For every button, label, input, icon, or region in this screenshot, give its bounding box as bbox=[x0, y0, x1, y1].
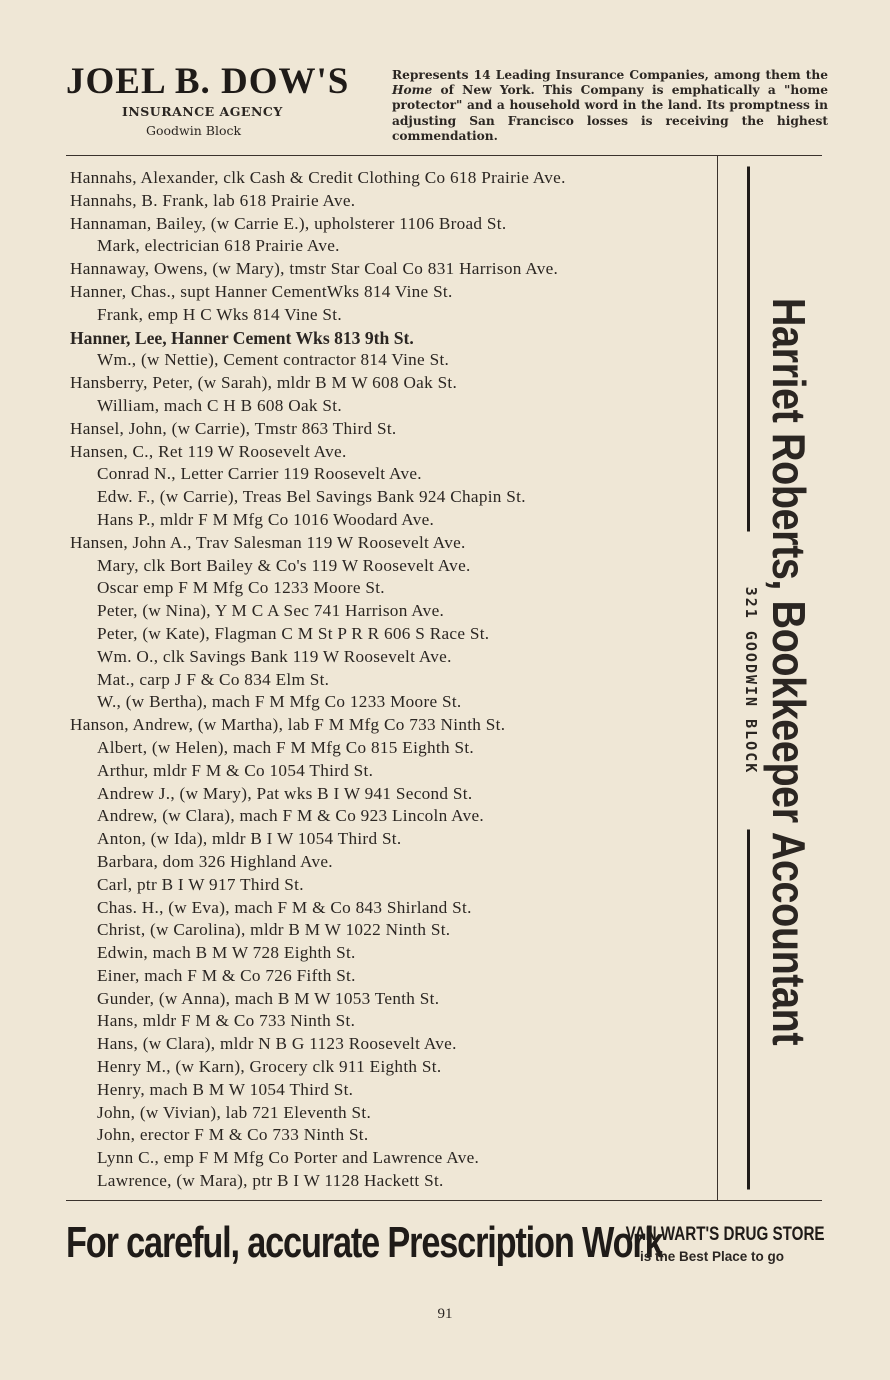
footer-store-tagline: is the Best Place to go bbox=[639, 1249, 785, 1264]
directory-entry: William, mach C H B 608 Oak St. bbox=[97, 395, 342, 415]
directory-entry: Arthur, mldr F M & Co 1054 Third St. bbox=[97, 760, 374, 780]
side-ad-address: 321 GOODWIN BLOCK bbox=[742, 586, 760, 775]
top-divider bbox=[66, 155, 822, 156]
side-ad-title: Harriet Roberts, Bookkeeper Accountant bbox=[763, 297, 815, 1046]
directory-entry: Christ, (w Carolina), mldr B M W 1022 Ninth St. bbox=[97, 920, 451, 940]
directory-entry: Mary, clk Bort Bailey & Co's 119 W Roosevelt Ave. bbox=[97, 555, 471, 575]
agency-description bbox=[392, 68, 828, 144]
side-advertisement bbox=[730, 155, 822, 1200]
footer-slogan: For careful, accurate Prescription Work bbox=[66, 1218, 663, 1267]
page-number: 91 bbox=[437, 1306, 453, 1322]
directory-entry: Hannahs, B. Frank, lab 618 Prairie Ave. bbox=[70, 190, 356, 210]
directory-entry: Lawrence, (w Mara), ptr B I W 1128 Hackett St. bbox=[97, 1171, 444, 1191]
directory-entry: Mark, electrician 618 Prairie Ave. bbox=[97, 236, 340, 256]
side-ad-rule-right bbox=[747, 830, 750, 1190]
directory-entry: Andrew, (w Clara), mach F M & Co 923 Lincoln Ave. bbox=[97, 806, 485, 826]
agency-description-part1: Represents 14 Leading Insurance Companies, among them the bbox=[392, 68, 828, 82]
directory-entry: Frank, emp H C Wks 814 Vine St. bbox=[97, 304, 342, 324]
agency-subtitle: INSURANCE AGENCY bbox=[122, 104, 283, 119]
directory-entry: John, erector F M & Co 733 Ninth St. bbox=[97, 1125, 369, 1145]
directory-entry: Conrad N., Letter Carrier 119 Roosevelt Ave. bbox=[97, 464, 422, 484]
directory-entry: Albert, (w Helen), mach F M Mfg Co 815 Eighth St. bbox=[97, 737, 475, 757]
directory-entry: Hans, (w Clara), mldr N B G 1123 Roosevelt Ave. bbox=[97, 1034, 457, 1054]
directory-entry: Mat., carp J F & Co 834 Elm St. bbox=[97, 669, 330, 689]
directory-entry: Hansel, John, (w Carrie), Tmstr 863 Third St. bbox=[70, 418, 397, 438]
directory-entry: Oscar emp F M Mfg Co 1233 Moore St. bbox=[97, 578, 385, 598]
directory-entry: Anton, (w Ida), mldr B I W 1054 Third St. bbox=[97, 829, 402, 849]
directory-entry: Gunder, (w Anna), mach B M W 1053 Tenth St. bbox=[97, 988, 440, 1008]
directory-entry: Peter, (w Nina), Y M C A Sec 741 Harrison Ave. bbox=[97, 601, 445, 621]
directory-entry: Hannaway, Owens, (w Mary), tmstr Star Coal Co 831 Harrison Ave. bbox=[70, 259, 559, 279]
directory-entry: Chas. H., (w Eva), mach F M & Co 843 Shirland St. bbox=[97, 897, 472, 917]
directory-entry: Hans P., mldr F M Mfg Co 1016 Woodard Ave. bbox=[97, 509, 435, 529]
directory-entry: Barbara, dom 326 Highland Ave. bbox=[97, 851, 333, 871]
agency-location: Goodwin Block bbox=[146, 123, 242, 138]
directory-entry: Einer, mach F M & Co 726 Fifth St. bbox=[97, 965, 356, 985]
directory-entry: Hans, mldr F M & Co 733 Ninth St. bbox=[97, 1011, 356, 1031]
directory-entry: Hannaman, Bailey, (w Carrie E.), upholsterer 1106 Broad St. bbox=[70, 213, 507, 233]
directory-entry: Wm., (w Nettie), Cement contractor 814 Vine St. bbox=[97, 350, 450, 370]
directory-entry: Peter, (w Kate), Flagman C M St P R R 606 S Race St. bbox=[97, 623, 490, 643]
bottom-divider bbox=[66, 1200, 822, 1201]
directory-entry: Andrew J., (w Mary), Pat wks B I W 941 Second St. bbox=[97, 783, 473, 803]
directory-entry: Hanner, Lee, Hanner Cement Wks 813 9th St. bbox=[70, 327, 414, 348]
directory-entry: W., (w Bertha), mach F M Mfg Co 1233 Moore St. bbox=[97, 692, 462, 712]
directory-entry: Hanson, Andrew, (w Martha), lab F M Mfg Co 733 Ninth St. bbox=[70, 715, 506, 735]
directory-entry: Edw. F., (w Carrie), Treas Bel Savings Bank 924 Chapin St. bbox=[97, 487, 526, 507]
directory-entry: Carl, ptr B I W 917 Third St. bbox=[97, 874, 304, 894]
agency-description-part2: of New York. This Company is emphatically a "home protector" and a household word in the land. Its promptness in adjusting San Francisco losses is receiving the highest commendation. bbox=[392, 83, 828, 143]
directory-entry: Hannahs, Alexander, clk Cash & Credit Clothing Co 618 Prairie Ave. bbox=[70, 168, 566, 187]
agency-name: JOEL B. DOW'S bbox=[66, 61, 350, 102]
directory-entry: Henry M., (w Karn), Grocery clk 911 Eighth St. bbox=[97, 1057, 442, 1077]
directory-entry: Edwin, mach B M W 728 Eighth St. bbox=[97, 943, 356, 963]
directory-entry: Henry, mach B M W 1054 Third St. bbox=[97, 1079, 354, 1099]
directory-entry: Wm. O., clk Savings Bank 119 W Roosevelt Ave. bbox=[97, 646, 452, 666]
directory-entry: Lynn C., emp F M Mfg Co Porter and Lawrence Ave. bbox=[97, 1148, 480, 1168]
directory-entry: Hanner, Chas., supt Hanner CementWks 814 Vine St. bbox=[70, 281, 453, 301]
directory-entry: John, (w Vivian), lab 721 Eleventh St. bbox=[97, 1102, 372, 1122]
directory-entry: Hansen, John A., Trav Salesman 119 W Roosevelt Ave. bbox=[70, 532, 466, 552]
page-header bbox=[0, 0, 890, 150]
side-advertisement-rotated bbox=[730, 155, 822, 1200]
directory-entry: Hansberry, Peter, (w Sarah), mldr B M W 608 Oak St. bbox=[70, 373, 458, 393]
side-ad-rule-left bbox=[747, 167, 750, 532]
footer-store-name: VAN WART'S DRUG STORE bbox=[625, 1224, 825, 1245]
directory-listing bbox=[70, 167, 720, 1193]
agency-description-italic: Home bbox=[392, 83, 433, 98]
directory-entry: Hansen, C., Ret 119 W Roosevelt Ave. bbox=[70, 441, 347, 461]
